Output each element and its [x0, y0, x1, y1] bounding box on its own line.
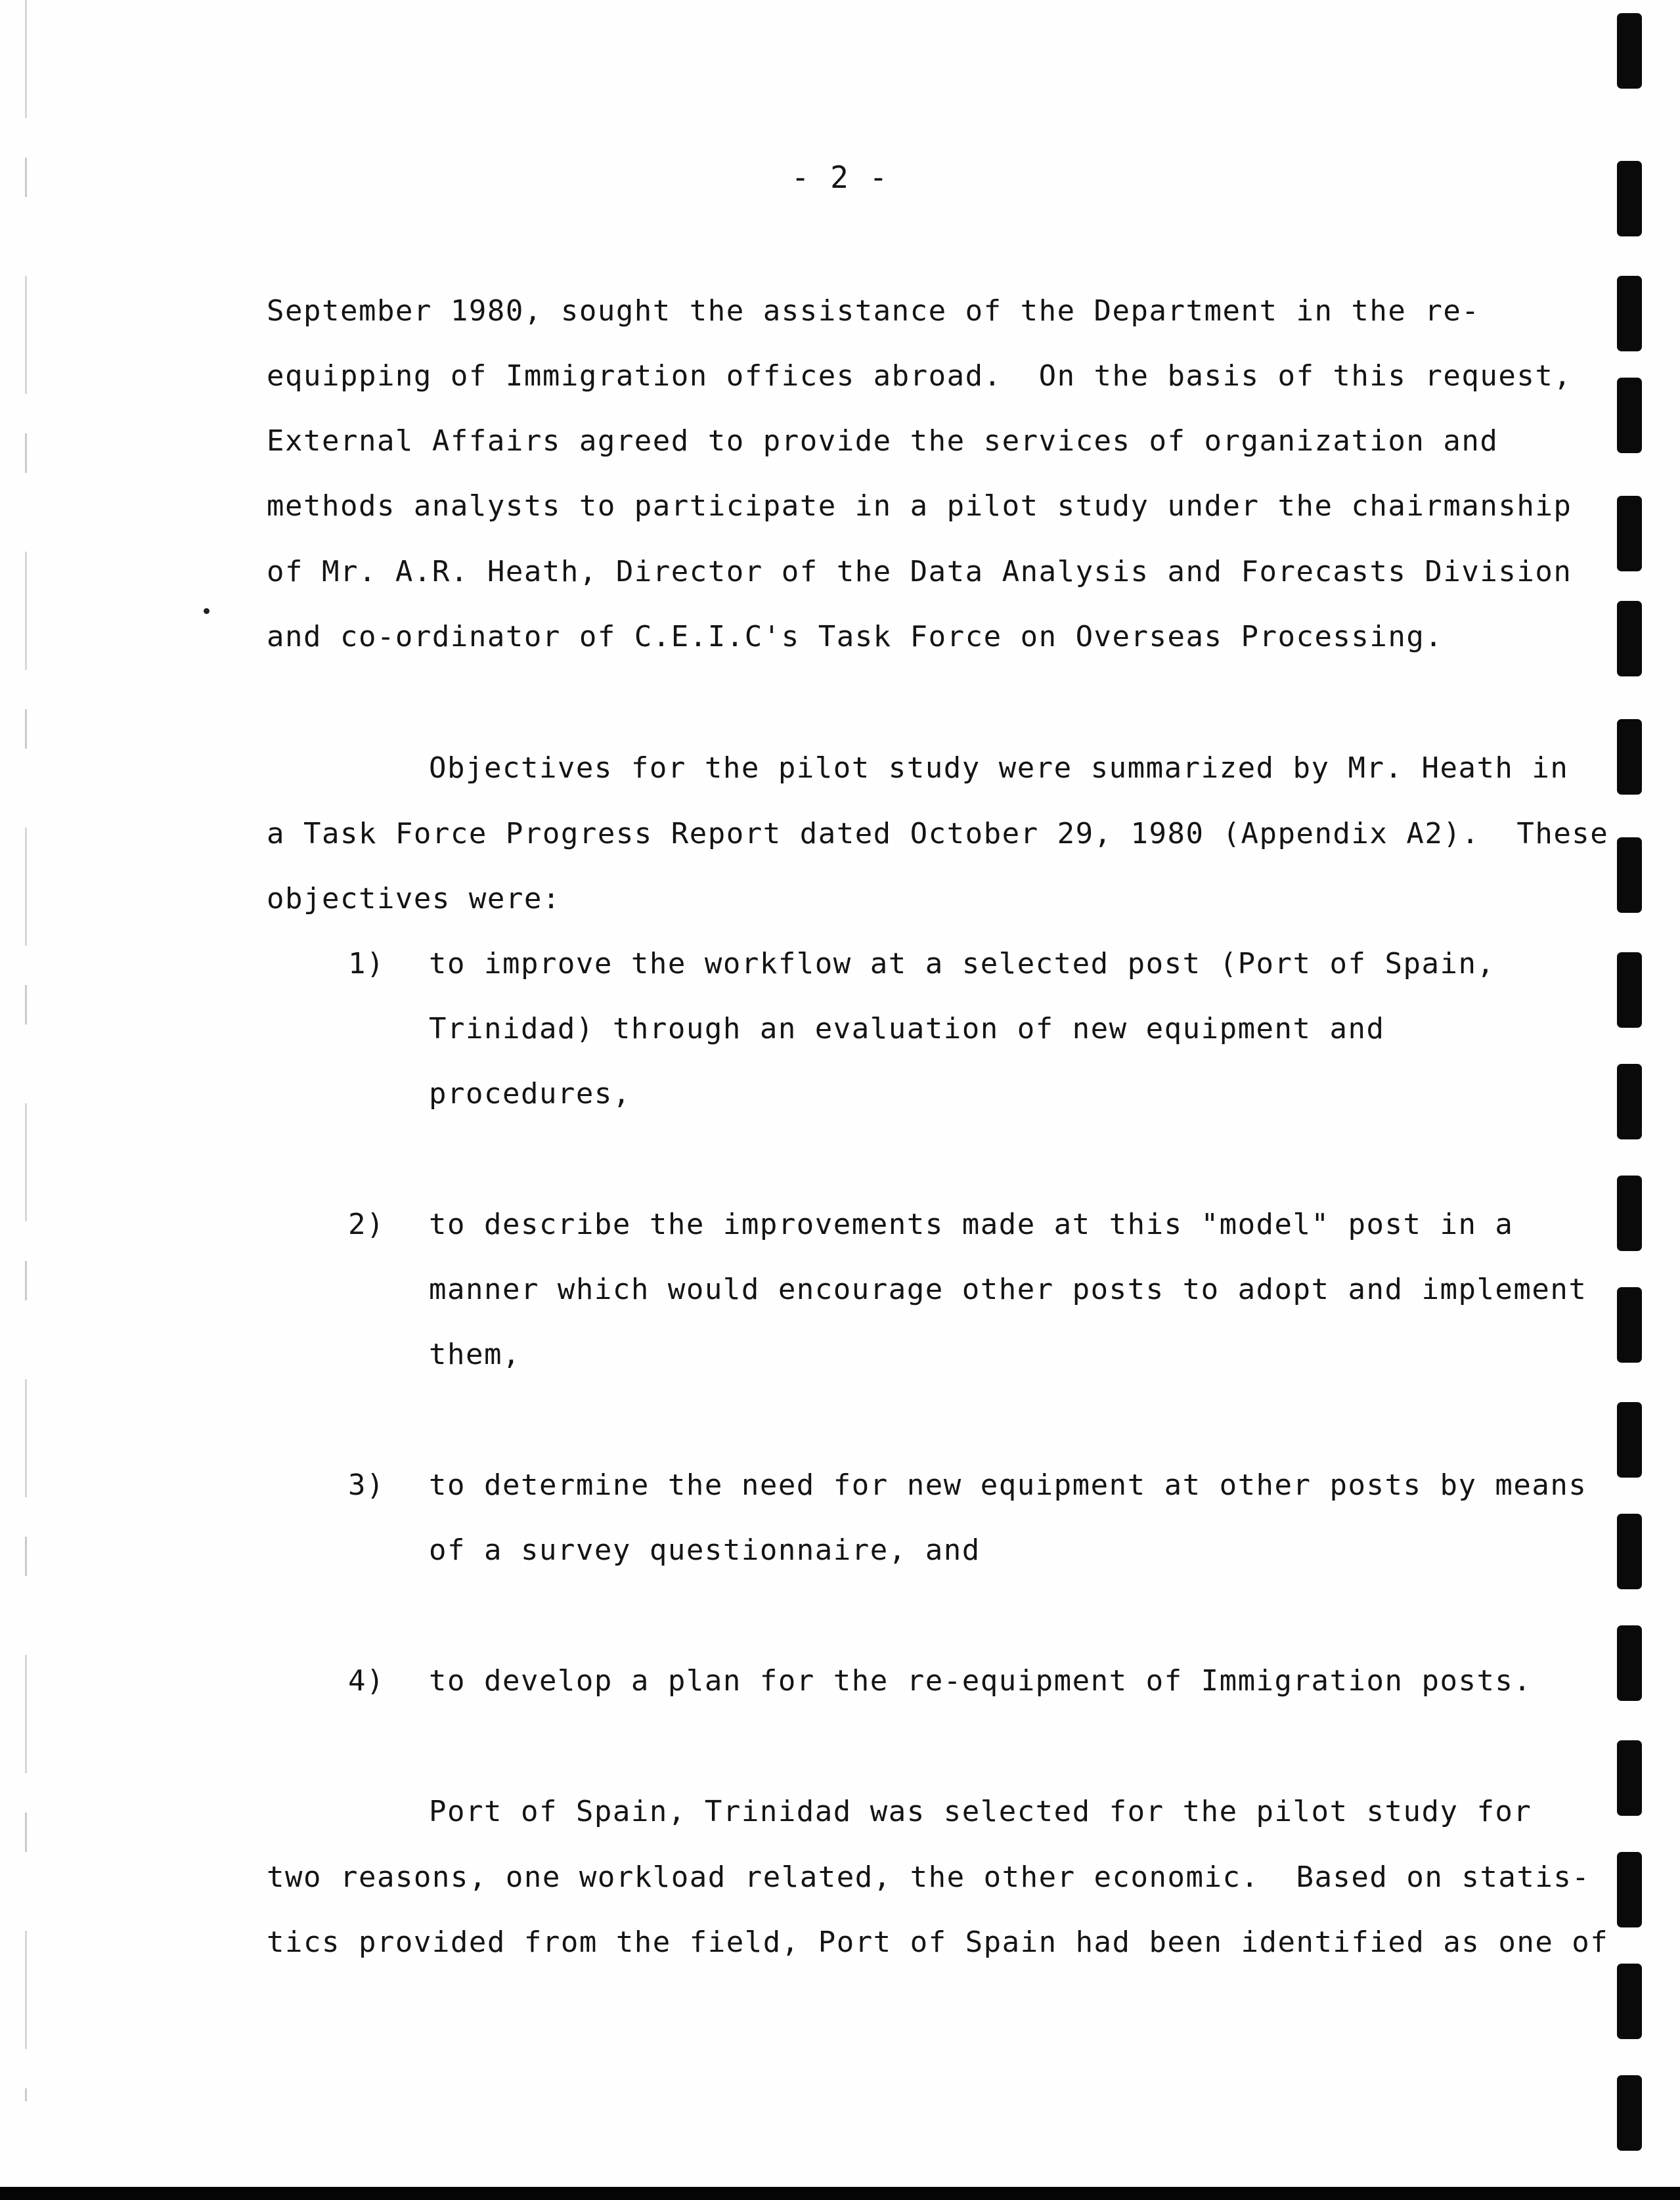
binding-hole	[1617, 837, 1642, 913]
binding-hole	[1617, 1064, 1642, 1139]
text-line: to develop a plan for the re-equipment of Immigration posts.	[429, 1664, 1532, 1698]
list-number: 3)	[348, 1468, 385, 1502]
text-line: a Task Force Progress Report dated October 29, 1980 (Appendix A2). These	[267, 817, 1609, 850]
binding-hole	[1617, 2075, 1642, 2151]
text-line: to determine the need for new equipment at other posts by means	[429, 1468, 1587, 1502]
binding-holes	[1617, 0, 1646, 2167]
binding-hole	[1617, 1514, 1642, 1589]
binding-hole	[1617, 13, 1642, 89]
text-line: them,	[429, 1338, 521, 1371]
binding-hole	[1617, 276, 1642, 351]
binding-hole	[1617, 378, 1642, 453]
text-line: September 1980, sought the assistance of the Department in the re-	[267, 294, 1480, 328]
scan-left-edge	[25, 0, 27, 2101]
text-line: manner which would encourage other posts to adopt and implement	[429, 1273, 1587, 1306]
binding-hole	[1617, 1852, 1642, 1927]
text-line: Trinidad) through an evaluation of new equipment and	[429, 1012, 1385, 1045]
binding-hole	[1617, 601, 1642, 676]
binding-hole	[1617, 1176, 1642, 1251]
binding-hole	[1617, 719, 1642, 795]
text-line: tics provided from the field, Port of Spain had been identified as one of	[267, 1925, 1609, 1959]
list-number: 1)	[348, 947, 385, 980]
text-line: to describe the improvements made at this "model" post in a	[429, 1208, 1514, 1241]
binding-hole	[1617, 1402, 1642, 1478]
binding-hole	[1617, 496, 1642, 571]
list-number: 4)	[348, 1664, 385, 1698]
text-line: of a survey questionnaire, and	[429, 1533, 981, 1567]
text-line: to improve the workflow at a selected post (Port of Spain,	[429, 947, 1495, 980]
text-line: equipping of Immigration offices abroad. On the basis of this request,	[267, 359, 1572, 393]
list-number: 2)	[348, 1208, 385, 1241]
page-number: - 2 -	[791, 160, 889, 195]
binding-hole	[1617, 1287, 1642, 1363]
binding-hole	[1617, 1740, 1642, 1816]
text-line: and co-ordinator of C.E.I.C's Task Force on Overseas Processing.	[267, 620, 1444, 653]
text-line: Port of Spain, Trinidad was selected for the pilot study for	[429, 1795, 1532, 1828]
text-line: of Mr. A.R. Heath, Director of the Data Analysis and Forecasts Division	[267, 555, 1572, 588]
binding-hole	[1617, 952, 1642, 1028]
stray-mark	[204, 608, 210, 614]
text-line: procedures,	[429, 1077, 631, 1111]
text-line: two reasons, one workload related, the other economic. Based on statis-	[267, 1860, 1591, 1894]
text-line: objectives were:	[267, 882, 561, 915]
text-line: methods analysts to participate in a pilot study under the chairmanship	[267, 489, 1572, 523]
binding-hole	[1617, 1625, 1642, 1701]
scan-bottom-edge	[0, 2187, 1680, 2200]
binding-hole	[1617, 1964, 1642, 2039]
text-line: Objectives for the pilot study were summarized by Mr. Heath in	[429, 751, 1569, 785]
text-line: External Affairs agreed to provide the services of organization and	[267, 424, 1499, 458]
